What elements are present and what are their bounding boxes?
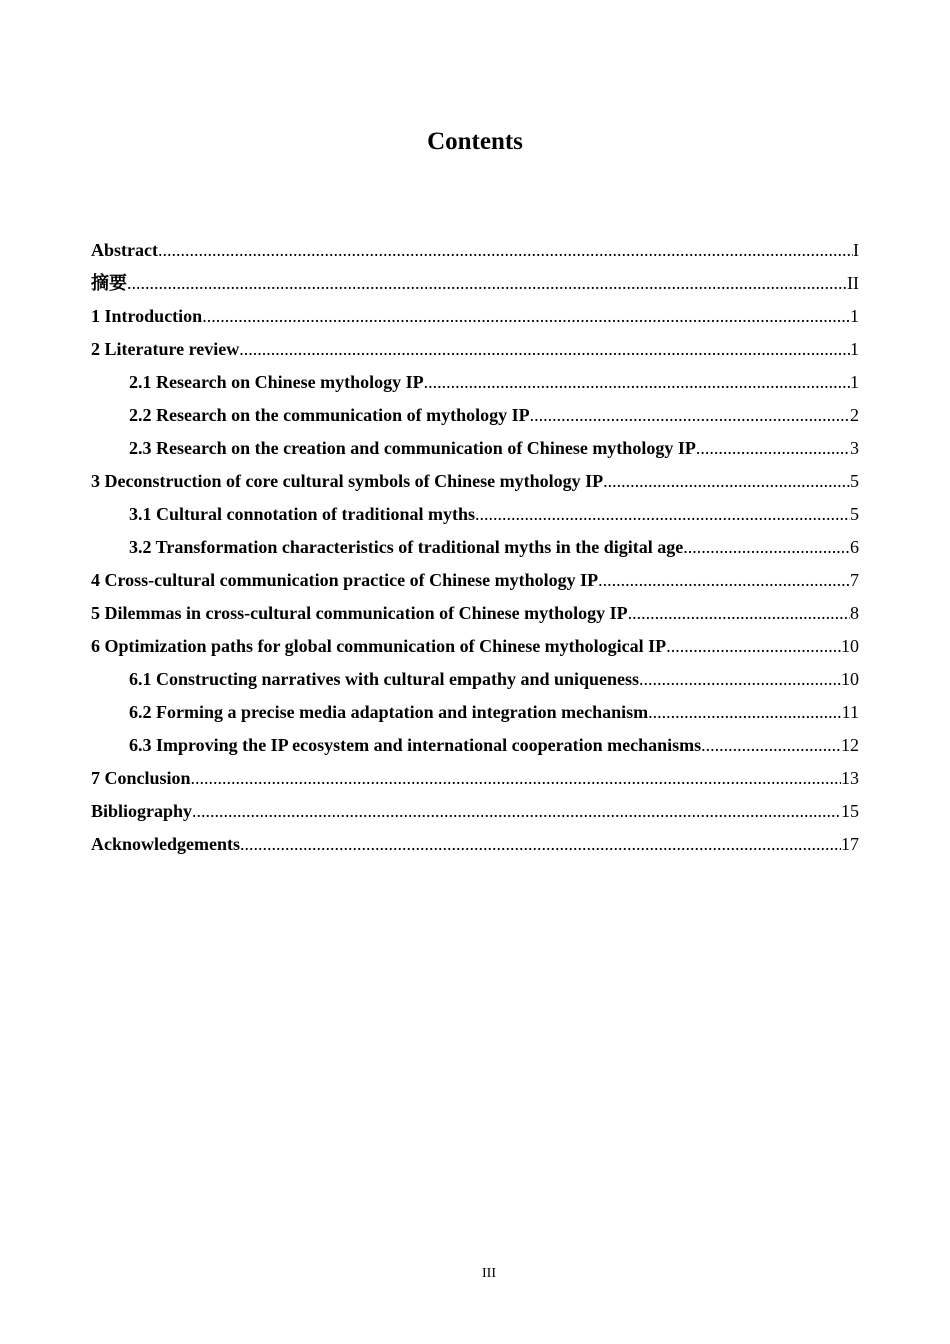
toc-entry-page: 3 [850,438,859,458]
toc-entry-title: 3.2 Transformation characteristics of traditional myths in the digital age [129,537,684,557]
toc-entry-title: 2.2 Research on the communication of mythology IP [129,405,530,425]
toc-entry-title: 5 Dilemmas in cross-cultural communication of Chinese mythology IP [91,603,628,623]
toc-entry-title: 6 Optimization paths for global communication of Chinese mythological IP [91,636,667,656]
dot-leader [603,465,850,498]
page-title: Contents [427,128,523,155]
dot-leader [598,564,850,597]
toc-entry-page: II [847,273,859,293]
dot-leader [191,762,841,795]
toc-entry[interactable] [91,399,859,432]
toc-entry-title: 6.3 Improving the IP ecosystem and international cooperation mechanisms [129,735,702,755]
toc-entry-title: Abstract [91,240,158,260]
toc-entry-title: 1 Introduction [91,306,203,326]
toc-entry-page: 1 [850,372,859,392]
toc-entry[interactable] [91,432,859,465]
toc-entry-page: I [853,240,859,260]
toc-entry-title: Acknowledgements [91,834,240,854]
dot-leader [696,432,850,465]
dot-leader [239,333,850,366]
dot-leader [701,729,841,762]
toc-entry-page: 11 [841,702,859,722]
toc-entry-page: 13 [841,768,859,788]
toc-entry-title: 3 Deconstruction of core cultural symbols of Chinese mythology IP [91,471,604,491]
dot-leader [127,267,847,300]
toc-entry[interactable] [91,663,859,696]
toc-entry-title: 6.2 Forming a precise media adaptation and integration mechanism [129,702,649,722]
dot-leader [202,300,850,333]
dot-leader [628,597,850,630]
dot-leader [158,234,853,267]
toc-entry[interactable] [91,795,859,828]
toc-entry[interactable] [91,696,859,729]
toc-entry-title: 2 Literature review [91,339,240,359]
toc-entry-page: 17 [841,834,859,854]
toc-entry-page: 1 [850,339,859,359]
toc-entry-title: Bibliography [91,801,193,821]
toc-entry-page: 7 [850,570,859,590]
toc-entry[interactable] [91,465,859,498]
toc-entry[interactable] [91,300,859,333]
toc-entry[interactable] [91,333,859,366]
dot-leader [475,498,850,531]
dot-leader [666,630,841,663]
toc-entry-page: 6 [850,537,859,557]
toc-entry-title: 6.1 Constructing narratives with cultural empathy and uniqueness [129,669,640,689]
toc-entry[interactable] [91,531,859,564]
toc-entry-page: 8 [850,603,859,623]
dot-leader [639,663,841,696]
dot-leader [240,828,841,861]
toc-entry-page: 10 [841,669,859,689]
dot-leader [192,795,841,828]
toc-entry-page: 12 [841,735,859,755]
toc-entry[interactable] [91,729,859,762]
toc-entry-page: 5 [850,471,859,491]
toc-entry[interactable] [91,630,859,663]
dot-leader [530,399,850,432]
toc-entry-page: 10 [841,636,859,656]
toc-entry-title: 4 Cross-cultural communication practice of Chinese mythology IP [91,570,599,590]
toc-entry[interactable] [91,828,859,861]
dot-leader [424,366,850,399]
page-number: III [482,1266,496,1281]
toc-entry-page: 2 [850,405,859,425]
toc-entry[interactable] [91,498,859,531]
table-of-contents [91,234,859,861]
toc-entry-title: 3.1 Cultural connotation of traditional myths [129,504,476,524]
toc-entry-page: 5 [850,504,859,524]
toc-entry-page: 1 [850,306,859,326]
toc-entry[interactable] [91,366,859,399]
toc-entry-title: 摘要 [91,273,127,293]
toc-entry[interactable] [91,597,859,630]
toc-entry[interactable] [91,762,859,795]
toc-entry-title: 7 Conclusion [91,768,191,788]
toc-entry-page: 15 [841,801,859,821]
toc-entry[interactable] [91,234,859,267]
toc-entry[interactable] [91,564,859,597]
toc-entry-title: 2.1 Research on Chinese mythology IP [129,372,424,392]
dot-leader [648,696,841,729]
toc-entry-title: 2.3 Research on the creation and communication of Chinese mythology IP [129,438,696,458]
dot-leader [683,531,850,564]
toc-entry[interactable] [91,267,859,300]
